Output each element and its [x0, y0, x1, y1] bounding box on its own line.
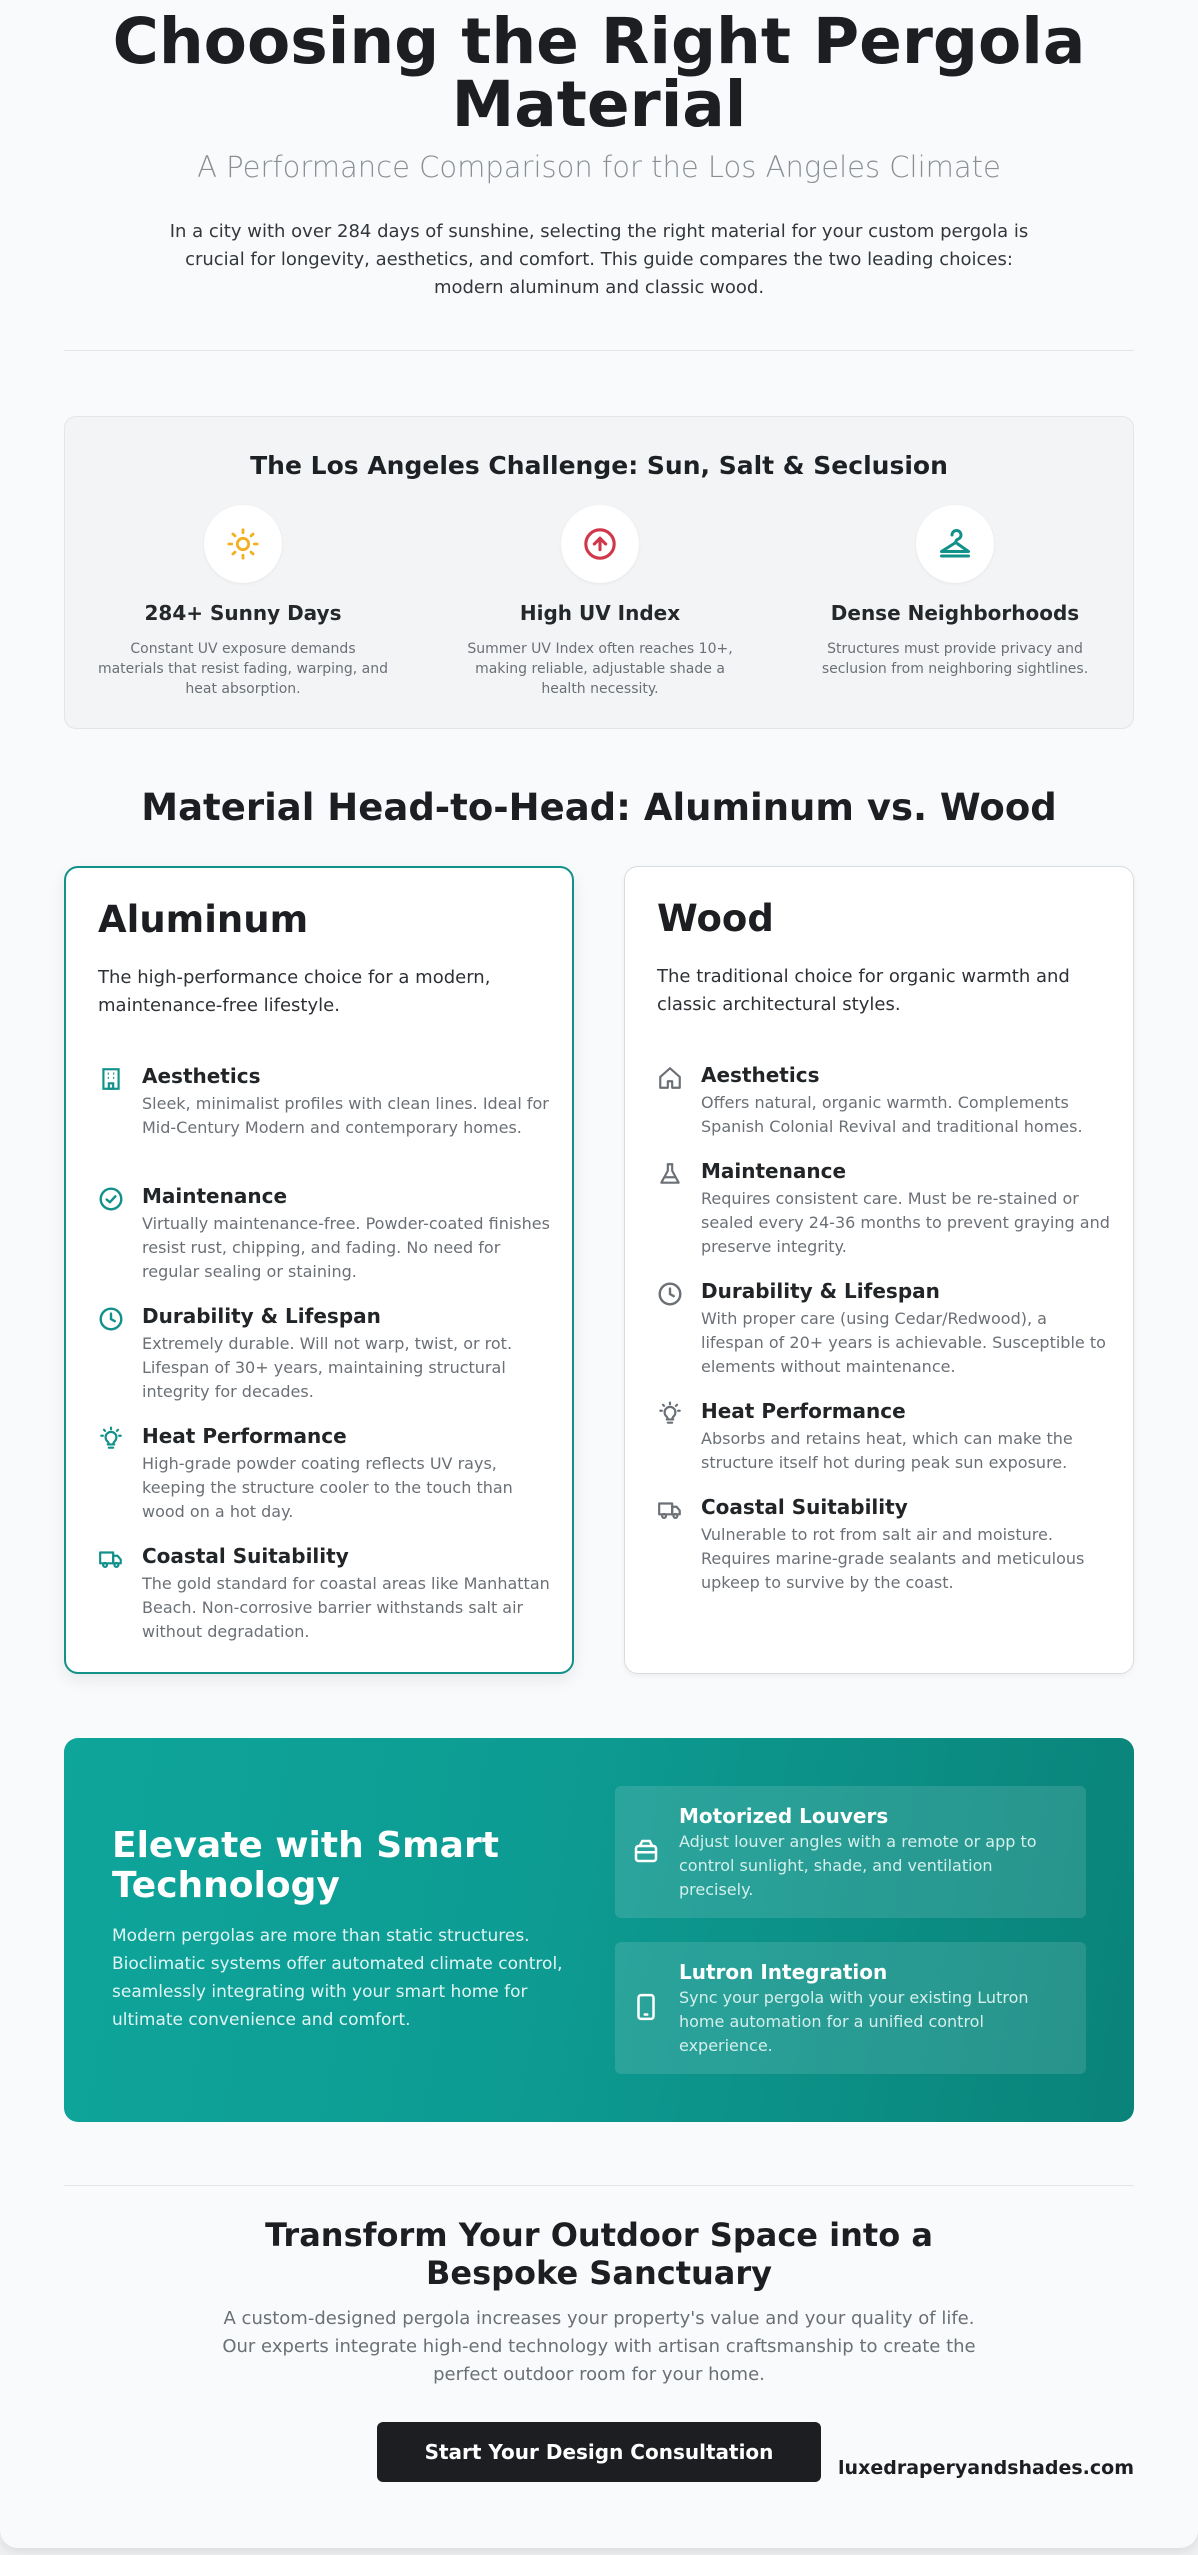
smart-technology-section [64, 1738, 1134, 2122]
card-title: Wood [657, 897, 774, 940]
building-icon [98, 1066, 124, 1092]
aluminum-card [64, 866, 574, 1674]
cta-desc: A custom-designed pergola increases your property's value and your quality of life. Our experts integrate high-end technology with artisan craftsmanship to create the perfect outdoor room for your home. [222, 2308, 976, 2385]
phone-icon [631, 1992, 661, 2022]
truck-icon [98, 1546, 124, 1572]
smart-title: Elevate with Smart Technology [112, 1825, 499, 1906]
feature-desc: Sleek, minimalist profiles with clean lines. Ideal for Mid-Century Modern and contemporary homes. [142, 1094, 549, 1137]
feature-desc: Extremely durable. Will not warp, twist, or rot. Lifespan of 30+ years, maintaining structural integrity for decades. [142, 1334, 513, 1401]
hanger-icon [916, 505, 994, 583]
challenge-item-title: High UV Index [519, 601, 681, 625]
lightbulb-icon [98, 1426, 124, 1452]
challenge-item-neighborhoods [800, 505, 1110, 679]
feature-title: Heat Performance [701, 1399, 906, 1423]
divider [64, 2185, 1134, 2186]
card-title: Aluminum [98, 898, 309, 941]
tile-title: Lutron Integration [679, 1960, 888, 1984]
cta-title: Transform Your Outdoor Space into a Bespoke Sanctuary [265, 2216, 933, 2292]
feature-desc: High-grade powder coating reflects UV rays, keeping the structure cooler to the touch than wood on a hot day. [142, 1454, 513, 1521]
challenge-item-title: Dense Neighborhoods [830, 601, 1080, 625]
challenge-item-uv-index [445, 505, 755, 699]
feature-desc: Requires consistent care. Must be re-stained or sealed every 24-36 months to prevent graying and preserve integrity. [701, 1189, 1110, 1256]
card-lead: The traditional choice for organic warmth and classic architectural styles. [657, 966, 1070, 1015]
home-icon [657, 1065, 683, 1091]
tile-desc: Sync your pergola with your existing Lutron home automation for a unified control experience. [679, 1988, 1029, 2055]
challenge-item-desc: Constant UV exposure demands materials that resist fading, warping, and heat absorption. [97, 641, 389, 697]
tile-title: Motorized Louvers [679, 1804, 889, 1828]
feature-title: Aesthetics [701, 1063, 820, 1087]
smart-desc: Modern pergolas are more than static structures. Bioclimatic systems offer automated climate control, seamlessly integrating with your smart home for ultimate convenience and comfort. [112, 1926, 563, 2030]
sun-icon [204, 505, 282, 583]
tile-motorized-louvers [615, 1786, 1086, 1918]
page-title: Choosing the Right Pergola Material [112, 5, 1086, 141]
feature-title: Aesthetics [142, 1064, 261, 1088]
challenge-section [64, 416, 1134, 729]
check-circle-icon [98, 1186, 124, 1212]
feature-title: Maintenance [142, 1184, 288, 1208]
flask-icon [657, 1161, 683, 1187]
clock-icon [98, 1306, 124, 1332]
page-subtitle: A Performance Comparison for the Los Angeles Climate [197, 150, 1001, 184]
challenge-item-desc: Structures must provide privacy and seclusion from neighboring sightlines. [821, 641, 1089, 677]
wood-card [624, 866, 1134, 1674]
divider [64, 350, 1134, 351]
feature-desc: Virtually maintenance-free. Powder-coated finishes resist rust, chipping, and fading. No need for regular sealing or staining. [142, 1214, 550, 1281]
card-lead: The high-performance choice for a modern, maintenance-free lifestyle. [98, 967, 491, 1016]
lightbulb-icon [657, 1401, 683, 1427]
tile-desc: Adjust louver angles with a remote or app to control sunlight, shade, and ventilation precisely. [679, 1832, 1037, 1899]
clock-icon [657, 1281, 683, 1307]
challenge-item-desc: Summer UV Index often reaches 10+, making reliable, adjustable shade a health necessity. [467, 641, 733, 697]
arrow-up-circle-icon [561, 505, 639, 583]
feature-desc: Absorbs and retains heat, which can make the structure itself hot during peak sun exposure. [701, 1429, 1073, 1472]
tile-lutron-integration [615, 1942, 1086, 2074]
challenge-item-sunny-days [88, 505, 398, 699]
feature-desc: The gold standard for coastal areas like Manhattan Beach. Non-corrosive barrier withstands salt air without degradation. [142, 1574, 550, 1641]
feature-desc: Offers natural, organic warmth. Complements Spanish Colonial Revival and traditional homes. [701, 1093, 1083, 1136]
start-consultation-button[interactable]: Start Your Design Consultation [377, 2422, 821, 2482]
comparison-title: Material Head-to-Head: Aluminum vs. Wood [141, 786, 1057, 829]
feature-title: Durability & Lifespan [701, 1279, 940, 1303]
feature-desc: Vulnerable to rot from salt air and moisture. Requires marine-grade sealants and meticulous upkeep to survive by the coast. [701, 1525, 1085, 1592]
feature-title: Maintenance [701, 1159, 847, 1183]
challenge-title: The Los Angeles Challenge: Sun, Salt & Seclusion [250, 451, 948, 480]
intro-paragraph: In a city with over 284 days of sunshine, selecting the right material for your custom pergola is crucial for longevity, aesthetics, and comfort. This guide compares the two leading choices: modern aluminum and classic wood. [169, 221, 1029, 298]
feature-title: Heat Performance [142, 1424, 347, 1448]
feature-desc: With proper care (using Cedar/Redwood), a lifespan of 20+ years is achievable. Susceptible to elements without maintenance. [701, 1309, 1106, 1376]
challenge-item-title: 284+ Sunny Days [144, 601, 342, 625]
feature-title: Coastal Suitability [142, 1544, 349, 1568]
truck-icon [657, 1497, 683, 1523]
feature-title: Coastal Suitability [701, 1495, 908, 1519]
louver-icon [631, 1836, 661, 1866]
website-domain: luxedraperyandshades.com [838, 2457, 1134, 2479]
feature-title: Durability & Lifespan [142, 1304, 381, 1328]
